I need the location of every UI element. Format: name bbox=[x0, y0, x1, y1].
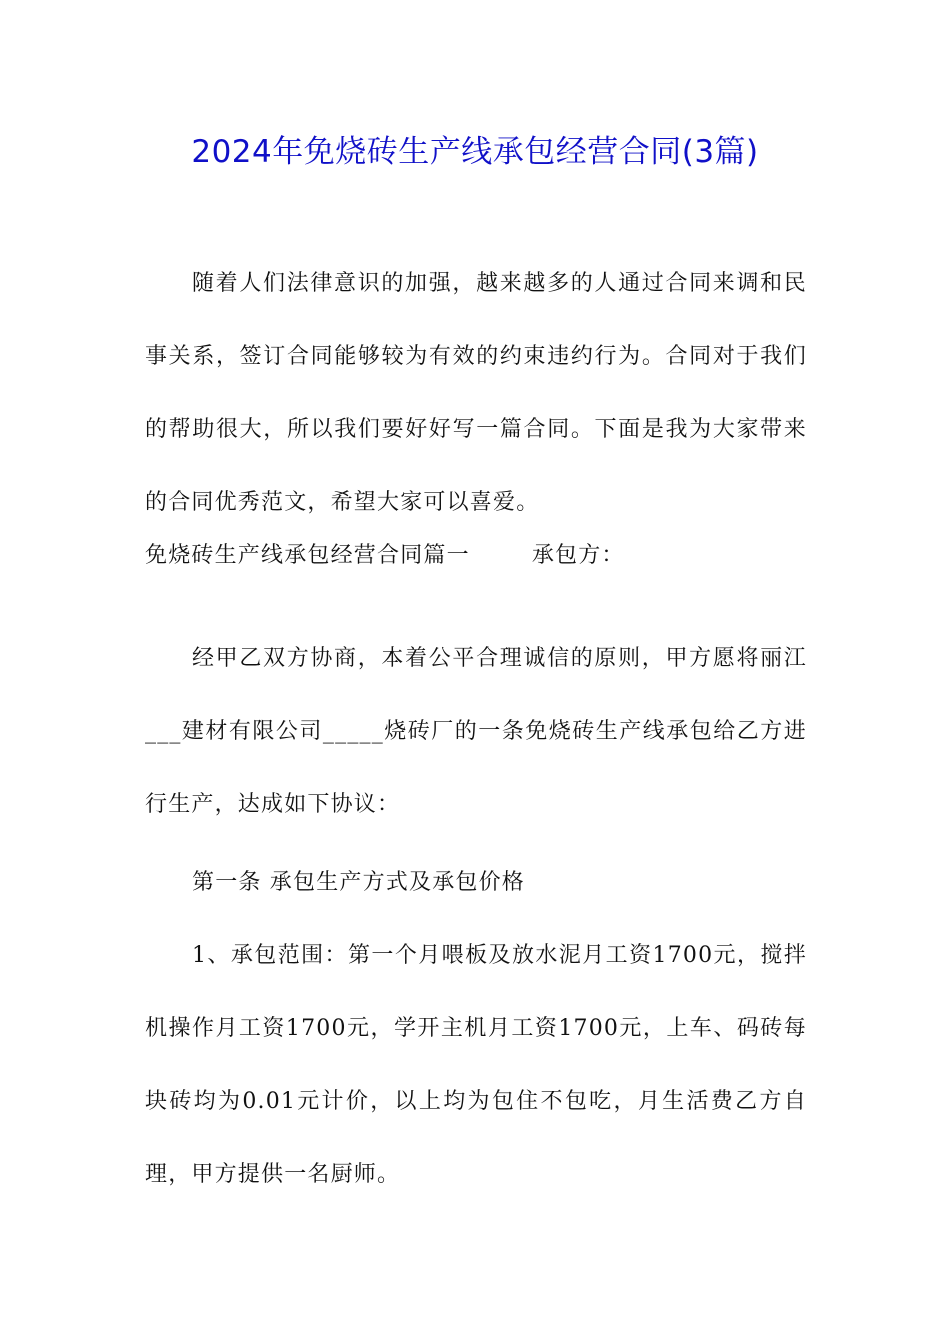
article-one-title: 第一条 承包生产方式及承包价格 bbox=[192, 870, 525, 895]
agreement-paragraph: 经甲乙双方协商，本着公平合理诚信的原则，甲方愿将丽江___建材有限公司_____烧砖厂的一条免烧砖生产线承包给乙方进行生产，达成如下协议： bbox=[145, 646, 807, 817]
contractor-label: 承包方： bbox=[531, 543, 625, 568]
article-one-item-1: 1、承包范围：第一个月喂板及放水泥月工资1700元，搅拌机操作月工资1700元，学开主机月工资1700元，上车、码砖每块砖均为0.01元计价，以上均为包住不包吃，月生活费乙方自理，甲方提供一名厨师。 bbox=[145, 943, 807, 1187]
document-title: 2024年免烧砖生产线承包经营合同(3篇) bbox=[191, 134, 759, 170]
intro-paragraph: 随着人们法律意识的加强，越来越多的人通过合同来调和民事关系，签订合同能够较为有效的约束违约行为。合同对于我们的帮助很大，所以我们要好好写一篇合同。下面是我为大家带来的合同优秀范文，希望大家可以喜爱。 bbox=[145, 271, 807, 515]
section-heading: 免烧砖生产线承包经营合同篇一 bbox=[145, 543, 470, 568]
section-heading-line bbox=[145, 541, 625, 571]
